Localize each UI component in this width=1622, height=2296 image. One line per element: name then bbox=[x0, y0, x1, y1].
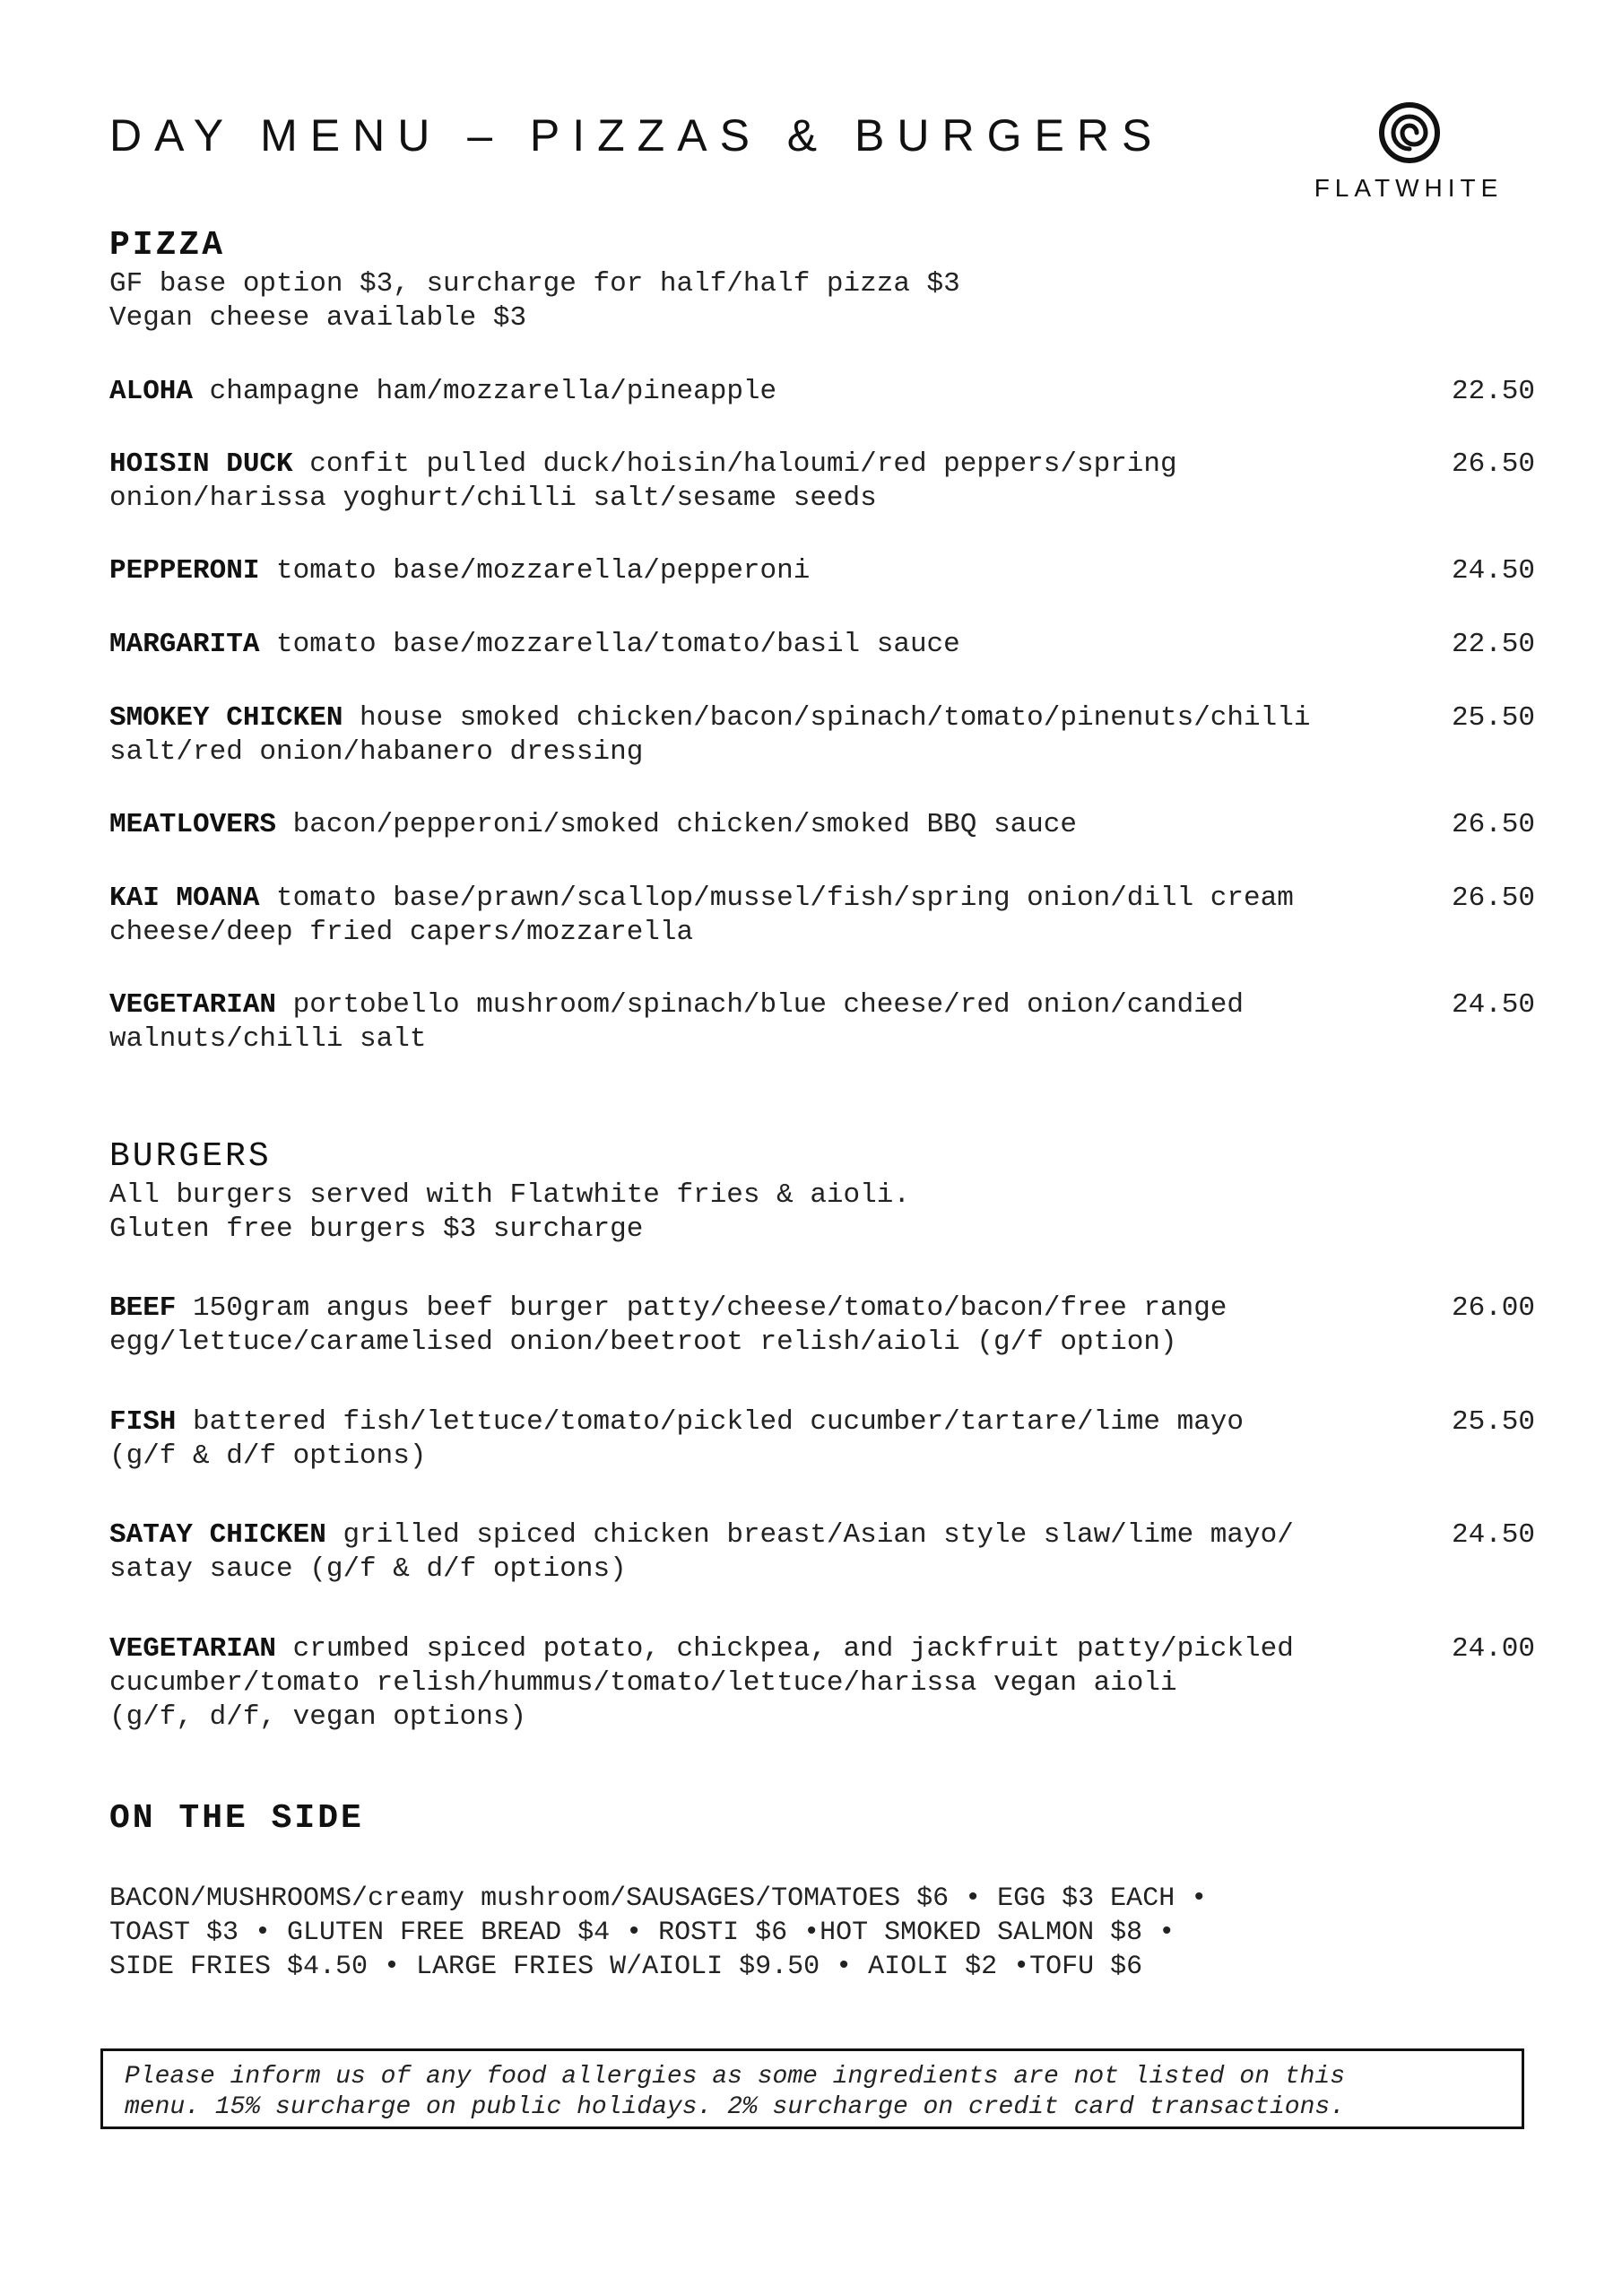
item-description: champagne ham/mozzarella/pineapple bbox=[193, 376, 777, 407]
item-name: VEGETARIAN bbox=[109, 989, 277, 1021]
pizza-note: GF base option $3, surcharge for half/half pizza $3 bbox=[109, 268, 960, 300]
menu-item-hoisin-duck bbox=[109, 448, 1535, 516]
item-description: egg/lettuce/caramelised onion/beetroot relish/aioli (g/f option) bbox=[109, 1326, 1177, 1358]
menu-item-fish bbox=[109, 1405, 1535, 1474]
item-price: 24.00 bbox=[1451, 1633, 1535, 1665]
item-description: portobello mushroom/spinach/blue cheese/red onion/candied bbox=[276, 989, 1245, 1021]
item-description: crumbed spiced potato, chickpea, and jackfruit patty/pickled bbox=[276, 1633, 1294, 1665]
item-description: tomato base/mozzarella/tomato/basil sauce bbox=[259, 629, 960, 660]
item-description: battered fish/lettuce/tomato/pickled cucumber/tartare/lime mayo bbox=[176, 1406, 1245, 1438]
item-description: tomato base/mozzarella/pepperoni bbox=[259, 555, 811, 587]
item-price: 24.50 bbox=[1451, 989, 1535, 1021]
item-name: SMOKEY CHICKEN bbox=[109, 702, 343, 734]
item-price: 26.50 bbox=[1451, 883, 1535, 914]
spiral-logo-icon bbox=[1377, 100, 1442, 165]
item-description: tomato base/prawn/scallop/mussel/fish/spring onion/dill cream bbox=[259, 883, 1294, 914]
sides-heading: ON THE SIDE bbox=[109, 1799, 364, 1838]
item-name: VEGETARIAN bbox=[109, 1633, 277, 1665]
item-price: 26.50 bbox=[1451, 448, 1535, 480]
menu-item-pepperoni bbox=[109, 554, 1535, 588]
item-description: grilled spiced chicken breast/Asian style slaw/lime mayo/ bbox=[325, 1519, 1294, 1551]
item-name: HOISIN DUCK bbox=[109, 448, 293, 480]
sides-line: TOAST $3 • GLUTEN FREE BREAD $4 • ROSTI $6 •HOT SMOKED SALMON $8 • bbox=[109, 1918, 1175, 1948]
item-name: MARGARITA bbox=[109, 629, 260, 660]
item-name: SATAY CHICKEN bbox=[109, 1519, 326, 1551]
item-name: ALOHA bbox=[109, 376, 194, 407]
menu-item-beef bbox=[109, 1292, 1535, 1360]
item-name: BEEF bbox=[109, 1292, 177, 1324]
item-price: 22.50 bbox=[1451, 376, 1535, 407]
sides-line: BACON/MUSHROOMS/creamy mushroom/SAUSAGES/TOMATOES $6 • EGG $3 EACH • bbox=[109, 1883, 1208, 1914]
item-description: house smoked chicken/bacon/spinach/tomato/pinenuts/chilli bbox=[343, 702, 1311, 734]
item-price: 24.50 bbox=[1451, 555, 1535, 587]
item-description: (g/f, d/f, vegan options) bbox=[109, 1701, 527, 1733]
menu-item-meatlovers bbox=[109, 808, 1535, 842]
menu-item-kai-moana bbox=[109, 882, 1535, 950]
item-description: satay sauce (g/f & d/f options) bbox=[109, 1553, 627, 1585]
item-price: 25.50 bbox=[1451, 1406, 1535, 1438]
burgers-note: Gluten free burgers $3 surcharge bbox=[109, 1213, 644, 1245]
sides-line: SIDE FRIES $4.50 • LARGE FRIES W/AIOLI $9.50 • AIOLI $2 •TOFU $6 bbox=[109, 1952, 1143, 1982]
item-description: salt/red onion/habanero dressing bbox=[109, 736, 644, 768]
menu-item-satay-chicken bbox=[109, 1518, 1535, 1587]
item-name: FISH bbox=[109, 1406, 177, 1438]
sides-list bbox=[109, 1882, 1207, 1984]
item-description: cucumber/tomato relish/hummus/tomato/lettuce/harissa vegan aioli bbox=[109, 1667, 1177, 1699]
menu-title: DAY MENU – PIZZAS & BURGERS bbox=[109, 110, 1165, 161]
item-price: 25.50 bbox=[1451, 702, 1535, 734]
item-description: 150gram angus beef burger patty/cheese/tomato/bacon/free range bbox=[176, 1292, 1227, 1324]
item-description: (g/f & d/f options) bbox=[109, 1440, 427, 1472]
item-description: walnuts/chilli salt bbox=[109, 1023, 427, 1055]
item-price: 24.50 bbox=[1451, 1519, 1535, 1551]
pizza-note: Vegan cheese available $3 bbox=[109, 302, 527, 334]
item-price: 26.50 bbox=[1451, 809, 1535, 840]
burgers-notes bbox=[109, 1178, 910, 1247]
item-description: cheese/deep fried capers/mozzarella bbox=[109, 917, 694, 948]
item-description: bacon/pepperoni/smoked chicken/smoked BBQ sauce bbox=[276, 809, 1077, 840]
item-name: MEATLOVERS bbox=[109, 809, 277, 840]
item-name: PEPPERONI bbox=[109, 555, 260, 587]
burgers-heading: BURGERS bbox=[109, 1137, 272, 1176]
item-description: confit pulled duck/hoisin/haloumi/red peppers/spring bbox=[292, 448, 1177, 480]
menu-item-margarita bbox=[109, 628, 1535, 662]
item-name: KAI MOANA bbox=[109, 883, 260, 914]
menu-item-smokey-chicken bbox=[109, 701, 1535, 770]
notice-line: menu. 15% surcharge on public holidays. 2% surcharge on credit card transactions. bbox=[125, 2093, 1346, 2121]
pizza-notes bbox=[109, 267, 960, 335]
item-description: onion/harissa yoghurt/chilli salt/sesame seeds bbox=[109, 483, 877, 514]
notice-line: Please inform us of any food allergies as some ingredients are not listed on this bbox=[125, 2063, 1346, 2091]
item-price: 22.50 bbox=[1451, 629, 1535, 660]
pizza-heading: PIZZA bbox=[109, 226, 226, 265]
brand-name: FLATWHITE bbox=[1314, 174, 1504, 202]
item-price: 26.00 bbox=[1451, 1292, 1535, 1324]
brand-logo bbox=[1288, 100, 1530, 208]
menu-item-vegetarian-burger bbox=[109, 1632, 1535, 1735]
burgers-note: All burgers served with Flatwhite fries & aioli. bbox=[109, 1179, 910, 1211]
allergy-notice bbox=[100, 2048, 1524, 2129]
menu-item-aloha bbox=[109, 375, 1535, 409]
menu-item-vegetarian-pizza bbox=[109, 988, 1535, 1057]
